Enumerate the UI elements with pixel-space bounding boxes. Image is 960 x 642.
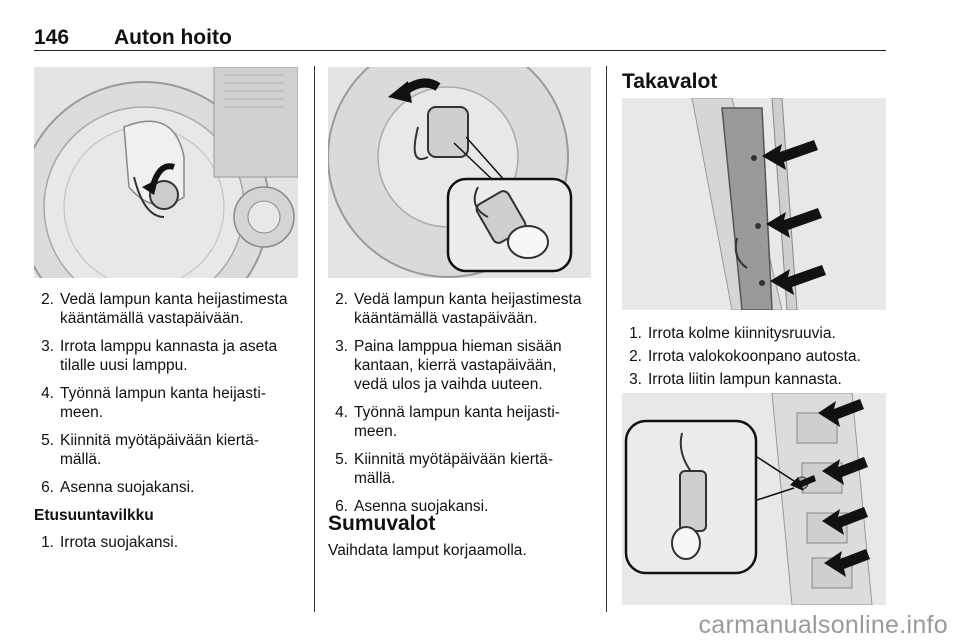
taillamp-steps xyxy=(622,324,886,389)
list-item: 3. Paina lamppua hieman sisään kantaan, kierrä vastapäivään, vedä ulos ja vaihda uuteen. xyxy=(335,338,562,393)
list-item: 1. Irrota kolme kiinnitysruuvia. xyxy=(629,325,836,342)
headlamp-steps xyxy=(34,290,300,497)
header-rule xyxy=(34,50,886,51)
turn-signal-steps xyxy=(34,533,300,552)
list-item: 1. Irrota suojakansi. xyxy=(41,534,179,551)
column2-text xyxy=(328,290,592,525)
list-item: 3. Irrota lamppu kannasta ja aseta tilalle uusi lamppu. xyxy=(41,338,278,374)
subheading-etusuuntavilkku: Etusuuntavilkku xyxy=(34,507,154,524)
connector-illustration xyxy=(622,393,886,605)
page-number: 146 xyxy=(34,26,70,49)
figure-taillamp-screws xyxy=(622,98,886,310)
list-item: 2. Vedä lampun kanta heijastimesta kääntämällä vastapäivään. xyxy=(335,291,582,327)
list-item: 5. Kiinnitä myötäpäivään kiertä-mällä. xyxy=(41,432,260,468)
list-item: 5. Kiinnitä myötäpäivään kiertä-mällä. xyxy=(335,451,554,487)
column3-text xyxy=(622,324,886,393)
list-item: 2. Vedä lampun kanta heijastimesta kääntämällä vastapäivään. xyxy=(41,291,288,327)
figure-taillamp-connector xyxy=(622,393,886,605)
list-item: 2. Irrota valokokoonpano autosta. xyxy=(629,348,861,365)
list-item: 6. Asenna suojakansi. xyxy=(335,498,489,515)
list-item: 4. Työnnä lampun kanta heijasti-meen. xyxy=(335,404,560,440)
taillamp-illustration xyxy=(622,98,886,310)
column-divider-1 xyxy=(314,66,315,612)
figure-bulb-removal xyxy=(328,67,591,278)
section-title-takavalot: Takavalot xyxy=(622,70,718,93)
sumuvalot-paragraph: Vaihdata lamput korjaamolla. xyxy=(328,542,527,559)
list-item: 3. Irrota liitin lampun kannasta. xyxy=(629,371,842,388)
column-divider-2 xyxy=(606,66,607,612)
list-item: 4. Työnnä lampun kanta heijasti-meen. xyxy=(41,385,266,421)
bulb-removal-illustration xyxy=(328,67,591,278)
section-title-sumuvalot: Sumuvalot xyxy=(328,512,436,535)
list-item: 6. Asenna suojakansi. xyxy=(41,479,195,496)
headlamp-illustration xyxy=(34,67,298,278)
bulb-steps xyxy=(328,290,592,516)
column1-text xyxy=(34,290,300,561)
watermark: carmanualsonline.info xyxy=(698,611,948,639)
page-title: Auton hoito xyxy=(114,26,232,49)
figure-headlamp-bulb xyxy=(34,67,298,278)
